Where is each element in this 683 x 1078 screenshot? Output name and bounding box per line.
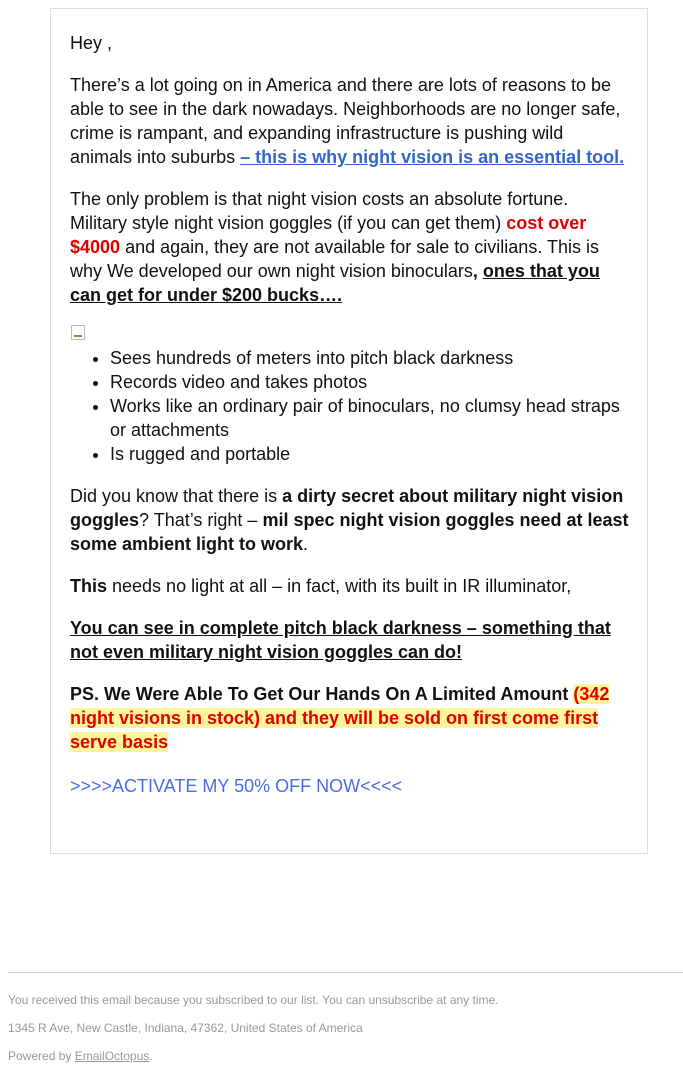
paragraph-darkness: You can see in complete pitch black darkness – something that not even military night vision goggles can do!: [70, 618, 611, 662]
secret-b: a dirty secret about military night vision goggles: [70, 486, 624, 530]
no-light-rest: needs no light at all – in fact, with its built in IR illuminator,: [107, 576, 572, 596]
price-highlight: cost over $4000: [70, 213, 587, 257]
ps-bold: PS. We Were Able To Get Our Hands On A Limited Amount: [70, 684, 574, 704]
problem-bold-comma: ,: [472, 261, 483, 281]
no-light-bold: This: [70, 576, 108, 596]
stock-highlight: (342 night visions in stock) and they will be sold on first come first serve basis: [70, 684, 610, 752]
greeting: Hey ,: [70, 33, 113, 53]
powered-suffix: .: [149, 1049, 153, 1063]
price-claim: ones that you can get for under $200 bucks….: [70, 261, 600, 305]
secret-e: .: [303, 534, 309, 554]
night-vision-link[interactable]: – this is why night vision is an essential tool.: [240, 147, 625, 167]
feature-list: [70, 346, 630, 466]
powered-prefix: Powered by: [8, 1049, 75, 1063]
paragraph-intro: [70, 73, 630, 169]
list-item: • Is rugged and portable: [110, 442, 630, 466]
email-footer: [8, 992, 678, 1076]
list-item: • Records video and takes photos: [110, 370, 630, 394]
broken-image-icon: [71, 325, 85, 340]
problem-text-a: The only problem is that night vision costs an absolute fortune. Military style night vision goggles (if you can get them): [70, 189, 569, 233]
footer-powered-by: [8, 1048, 678, 1064]
email-body: [70, 18, 630, 798]
footer-subscription-note: You received this email because you subscribed to our list. You can unsubscribe at any time.: [8, 993, 499, 1007]
paragraph-no-light: [70, 574, 630, 598]
problem-text-b: and again, they are not available for sale to civilians. This is why We developed our own night vision binoculars: [70, 237, 599, 281]
footer-divider: [8, 972, 683, 973]
list-item: • Sees hundreds of meters into pitch black darkness: [110, 346, 630, 370]
paragraph-ps: [70, 682, 630, 754]
emailoctopus-link[interactable]: EmailOctopus: [74, 1049, 150, 1063]
list-item: • Works like an ordinary pair of binoculars, no clumsy head straps or attachments: [110, 394, 630, 442]
intro-text: There’s a lot going on in America and there are lots of reasons to be able to see in the dark nowadays. Neighborhoods are no longer safe, crime is rampant, and expanding infrastructure is pushing wild animals into suburbs: [70, 75, 621, 167]
secret-a: Did you know that there is: [70, 486, 283, 506]
footer-address: 1345 R Ave, New Castle, Indiana, 47362, United States of America: [8, 1021, 363, 1035]
secret-c: ? That’s right –: [139, 510, 263, 530]
paragraph-secret: [70, 484, 630, 556]
activate-discount-link[interactable]: >>>>ACTIVATE MY 50% OFF NOW<<<<: [70, 776, 403, 796]
secret-d: mil spec night vision goggles need at least some ambient light to work: [70, 510, 629, 554]
paragraph-problem: [70, 187, 630, 307]
